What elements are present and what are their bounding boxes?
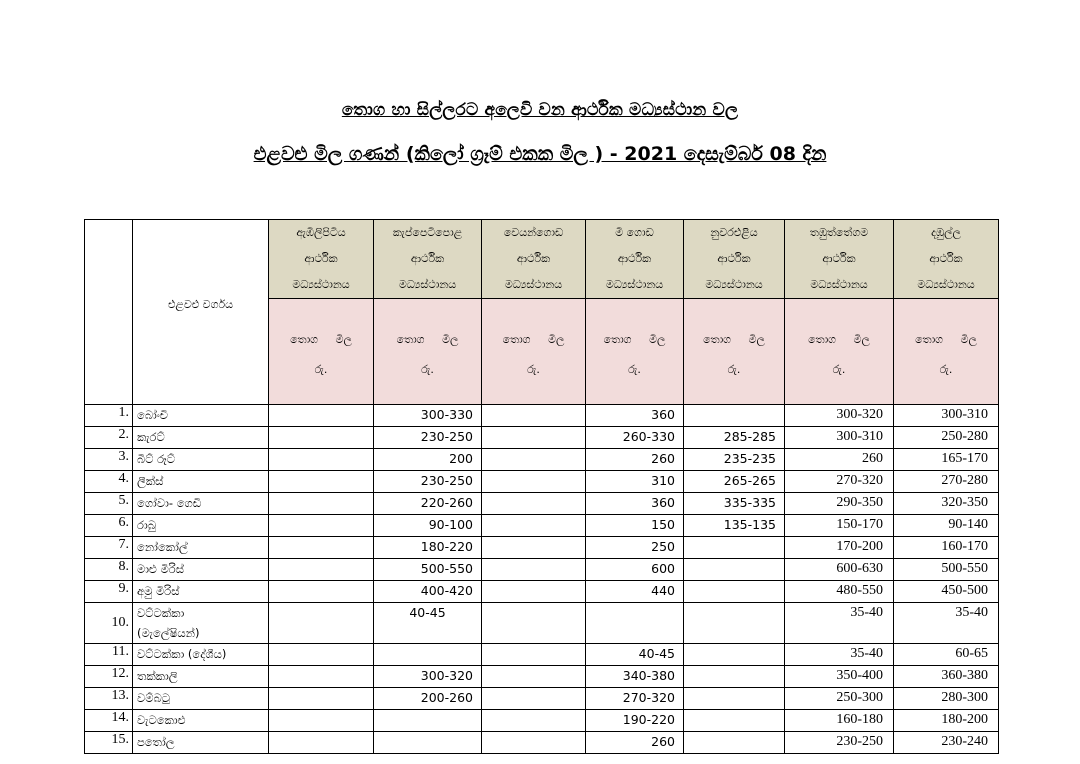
price-cell <box>684 405 785 427</box>
price-cell: 285-285 <box>684 427 785 449</box>
market-line2: ආර්ථික <box>617 252 652 265</box>
row-number: 8. <box>85 559 133 581</box>
price-cell: 160-170 <box>894 537 999 559</box>
row-number: 7. <box>85 537 133 559</box>
price-cell <box>269 581 374 603</box>
price-cell: 165-170 <box>894 449 999 471</box>
price-cell <box>482 471 586 493</box>
price-label: තොග මිල <box>603 332 666 346</box>
price-cell: 180-220 <box>374 537 482 559</box>
price-cell: 270-320 <box>586 688 684 710</box>
price-header <box>586 299 684 405</box>
price-cell: 60-65 <box>894 644 999 666</box>
price-cell: 260-330 <box>586 427 684 449</box>
price-cell <box>269 449 374 471</box>
vegetable-name <box>133 666 269 688</box>
market-line2: ආර්ථික <box>304 252 338 265</box>
price-cell <box>482 493 586 515</box>
vegetable-name <box>133 405 269 427</box>
price-label: තොග මිල <box>396 332 459 346</box>
price-header <box>684 299 785 405</box>
price-cell: 350-400 <box>785 666 894 688</box>
price-cell <box>482 644 586 666</box>
vegetable-name-line1: වම්බටු <box>137 691 171 705</box>
vegetable-name-line1: නෝකෝල් <box>137 540 188 554</box>
table-row <box>85 559 999 581</box>
vegetable-name-line2: (මැලේෂියන්) <box>137 626 200 640</box>
market-name: මී ගොඩ <box>615 226 654 239</box>
price-cell: 270-320 <box>785 471 894 493</box>
price-unit: රු. <box>832 362 846 376</box>
price-cell: 150 <box>586 515 684 537</box>
vegetable-name-line1: පතෝල <box>137 735 175 749</box>
vegetable-name <box>133 644 269 666</box>
row-number: 3. <box>85 449 133 471</box>
price-cell: 250-280 <box>894 427 999 449</box>
price-cell: 40-45 <box>586 644 684 666</box>
market-line3: මධ්‍යස්ථානය <box>292 278 350 291</box>
table-row <box>85 666 999 688</box>
market-line2: ආර්ථික <box>717 252 751 265</box>
price-cell <box>684 537 785 559</box>
price-header <box>482 299 586 405</box>
price-label: තොග මිල <box>502 332 565 346</box>
price-cell: 160-180 <box>785 710 894 732</box>
price-cell <box>684 666 785 688</box>
price-cell <box>269 427 374 449</box>
price-cell: 90-140 <box>894 515 999 537</box>
market-header <box>269 220 374 299</box>
vegetable-name-line1: රාබු <box>137 518 156 532</box>
price-cell <box>269 471 374 493</box>
vegetable-name <box>133 537 269 559</box>
market-name: දඹුල්ල <box>931 226 961 239</box>
price-header <box>894 299 999 405</box>
table-row <box>85 427 999 449</box>
price-cell: 260 <box>586 449 684 471</box>
vegetable-name <box>133 688 269 710</box>
table-row <box>85 537 999 559</box>
vegetable-name-line1: වැටකොළු <box>137 713 186 727</box>
table-row <box>85 471 999 493</box>
price-cell <box>269 559 374 581</box>
price-label: තොග මිල <box>703 332 765 346</box>
price-cell: 480-550 <box>785 581 894 603</box>
market-header <box>894 220 999 299</box>
price-cell <box>684 603 785 644</box>
price-cell: 180-200 <box>894 710 999 732</box>
price-cell: 35-40 <box>785 603 894 644</box>
price-cell <box>684 559 785 581</box>
row-number: 14. <box>85 710 133 732</box>
vegetable-name-line1: කැරට් <box>137 430 165 444</box>
row-number: 10. <box>85 603 133 644</box>
market-name: කැප්පෙටිපොළ <box>392 226 463 239</box>
price-header <box>269 299 374 405</box>
price-cell: 360 <box>586 493 684 515</box>
price-cell <box>482 581 586 603</box>
vegetable-name <box>133 427 269 449</box>
price-cell: 290-350 <box>785 493 894 515</box>
table-row <box>85 688 999 710</box>
number-column-header <box>85 220 133 405</box>
vegetable-name-line1: බීට් රූට් <box>137 452 176 466</box>
vegetable-name <box>133 559 269 581</box>
price-cell: 200 <box>374 449 482 471</box>
row-number: 6. <box>85 515 133 537</box>
price-cell: 450-500 <box>894 581 999 603</box>
table-row <box>85 732 999 754</box>
price-cell: 190-220 <box>586 710 684 732</box>
price-cell: 300-320 <box>374 666 482 688</box>
market-line2: ආර්ථික <box>822 252 856 265</box>
price-cell: 230-250 <box>374 471 482 493</box>
market-header <box>374 220 482 299</box>
price-cell <box>482 515 586 537</box>
price-cell: 310 <box>586 471 684 493</box>
market-header <box>482 220 586 299</box>
price-cell: 135-135 <box>684 515 785 537</box>
price-cell <box>482 688 586 710</box>
price-cell <box>482 405 586 427</box>
market-header <box>586 220 684 299</box>
price-label: තොග මිල <box>290 332 352 346</box>
vegetable-name-line1: ගෝවා- ගෙඩි <box>137 496 202 510</box>
row-number: 1. <box>85 405 133 427</box>
price-cell <box>482 449 586 471</box>
row-number: 5. <box>85 493 133 515</box>
price-cell <box>482 427 586 449</box>
price-cell: 220-260 <box>374 493 482 515</box>
vegetable-name-line1: බෝංචි <box>137 408 169 422</box>
price-cell <box>269 732 374 754</box>
vegetable-name-line1: වට්ටක්කා <box>137 606 185 620</box>
market-line3: මධ්‍යස්ථානය <box>917 278 975 291</box>
price-cell: 230-250 <box>785 732 894 754</box>
price-cell: 300-310 <box>785 427 894 449</box>
vegetable-name <box>133 732 269 754</box>
price-cell <box>482 603 586 644</box>
price-cell: 335-335 <box>684 493 785 515</box>
price-header <box>374 299 482 405</box>
market-name: නුවරඑළිය <box>710 226 758 239</box>
price-cell <box>482 559 586 581</box>
vegetable-name-line1: තක්කාලි <box>137 669 178 683</box>
vegetable-name <box>133 493 269 515</box>
price-cell <box>482 732 586 754</box>
price-table-body <box>85 405 999 754</box>
vegetable-name <box>133 710 269 732</box>
price-cell: 400-420 <box>374 581 482 603</box>
price-cell <box>269 493 374 515</box>
table-row <box>85 603 999 644</box>
table-row <box>85 449 999 471</box>
price-cell: 600 <box>586 559 684 581</box>
document-title-line1: තොග හා සිල්ලරට අලෙවි වන ආර්ථික මධ්‍යස්ථාන වල <box>341 100 739 120</box>
price-unit: රු. <box>939 362 953 376</box>
price-cell: 35-40 <box>785 644 894 666</box>
price-cell <box>684 732 785 754</box>
market-header <box>684 220 785 299</box>
price-cell: 230-250 <box>374 427 482 449</box>
price-cell <box>269 688 374 710</box>
price-cell: 90-100 <box>374 515 482 537</box>
vegetable-name-line1: මාළු මිරිස් <box>137 562 184 576</box>
price-unit: රු. <box>527 362 540 376</box>
market-line2: ආර්ථික <box>410 252 445 265</box>
price-cell <box>269 405 374 427</box>
price-cell: 235-235 <box>684 449 785 471</box>
row-number: 13. <box>85 688 133 710</box>
price-cell: 300-330 <box>374 405 482 427</box>
market-header-row <box>85 220 999 299</box>
row-number: 4. <box>85 471 133 493</box>
row-number: 2. <box>85 427 133 449</box>
market-line2: ආර්ථික <box>929 252 963 265</box>
price-cell: 260 <box>586 732 684 754</box>
price-cell: 360 <box>586 405 684 427</box>
market-line3: මධ්‍යස්ථානය <box>605 278 664 291</box>
price-cell: 600-630 <box>785 559 894 581</box>
price-cell <box>684 710 785 732</box>
vegetable-name-line1: වට්ටක්කා (දේශීය) <box>137 647 227 661</box>
table-row <box>85 581 999 603</box>
price-label: තොග මිල <box>808 332 870 346</box>
price-cell: 440 <box>586 581 684 603</box>
price-cell: 280-300 <box>894 688 999 710</box>
price-cell <box>482 666 586 688</box>
market-line3: මධ්‍යස්ථානය <box>504 278 563 291</box>
price-cell: 500-550 <box>894 559 999 581</box>
price-cell <box>269 666 374 688</box>
market-line2: ආර්ථික <box>516 252 551 265</box>
row-number: 9. <box>85 581 133 603</box>
price-cell: 150-170 <box>785 515 894 537</box>
price-cell: 200-260 <box>374 688 482 710</box>
price-cell: 500-550 <box>374 559 482 581</box>
price-label: තොග මිල <box>915 332 977 346</box>
price-cell: 260 <box>785 449 894 471</box>
price-cell: 250 <box>586 537 684 559</box>
price-cell <box>269 515 374 537</box>
table-row <box>85 644 999 666</box>
category-header: එළවළු වර්ගය <box>133 220 269 405</box>
price-cell: 230-240 <box>894 732 999 754</box>
vegetable-name <box>133 581 269 603</box>
row-number: 15. <box>85 732 133 754</box>
price-cell <box>374 710 482 732</box>
table-row <box>85 710 999 732</box>
price-cell <box>269 537 374 559</box>
vegetable-name <box>133 449 269 471</box>
price-cell <box>269 710 374 732</box>
row-number: 12. <box>85 666 133 688</box>
market-name: වෙයන්ගොඩ <box>503 226 564 239</box>
price-unit: රු. <box>727 362 741 376</box>
price-cell <box>586 603 684 644</box>
table-row <box>85 515 999 537</box>
market-name: ඇඹිලිපිටිය <box>296 226 346 239</box>
price-cell <box>684 644 785 666</box>
price-cell: 40-45 <box>374 603 482 644</box>
price-unit: රු. <box>314 362 328 376</box>
market-name: තඹුත්තේගම <box>809 226 869 239</box>
row-number: 11. <box>85 644 133 666</box>
price-cell <box>269 644 374 666</box>
vegetable-name-line1: අමු මිරිස් <box>137 584 180 598</box>
market-line3: මධ්‍යස්ථානය <box>810 278 868 291</box>
price-cell: 360-380 <box>894 666 999 688</box>
price-cell <box>684 688 785 710</box>
price-cell: 340-380 <box>586 666 684 688</box>
price-cell: 265-265 <box>684 471 785 493</box>
price-cell <box>482 710 586 732</box>
price-cell: 35-40 <box>894 603 999 644</box>
price-unit: රු. <box>421 362 434 376</box>
vegetable-name <box>133 471 269 493</box>
document-title-line2: එළවළු මිල ගණන් (කිලෝ ග්‍රෑම් එකක මිල ) - 2021 දෙසැම්බර් 08 දින <box>253 143 827 165</box>
price-cell: 320-350 <box>894 493 999 515</box>
price-cell: 270-280 <box>894 471 999 493</box>
market-header <box>785 220 894 299</box>
price-cell <box>269 603 374 644</box>
price-cell <box>374 644 482 666</box>
vegetable-name <box>133 603 269 644</box>
price-cell: 300-320 <box>785 405 894 427</box>
price-unit: රු. <box>628 362 641 376</box>
price-cell: 170-200 <box>785 537 894 559</box>
price-cell: 250-300 <box>785 688 894 710</box>
table-row <box>85 493 999 515</box>
table-row <box>85 405 999 427</box>
market-line3: මධ්‍යස්ථානය <box>398 278 457 291</box>
price-cell <box>482 537 586 559</box>
price-cell <box>374 732 482 754</box>
market-line3: මධ්‍යස්ථානය <box>705 278 763 291</box>
price-header <box>785 299 894 405</box>
price-cell: 300-310 <box>894 405 999 427</box>
price-cell <box>684 581 785 603</box>
price-table <box>84 219 999 754</box>
vegetable-name <box>133 515 269 537</box>
vegetable-name-line1: ලීක්ස් <box>137 474 164 488</box>
